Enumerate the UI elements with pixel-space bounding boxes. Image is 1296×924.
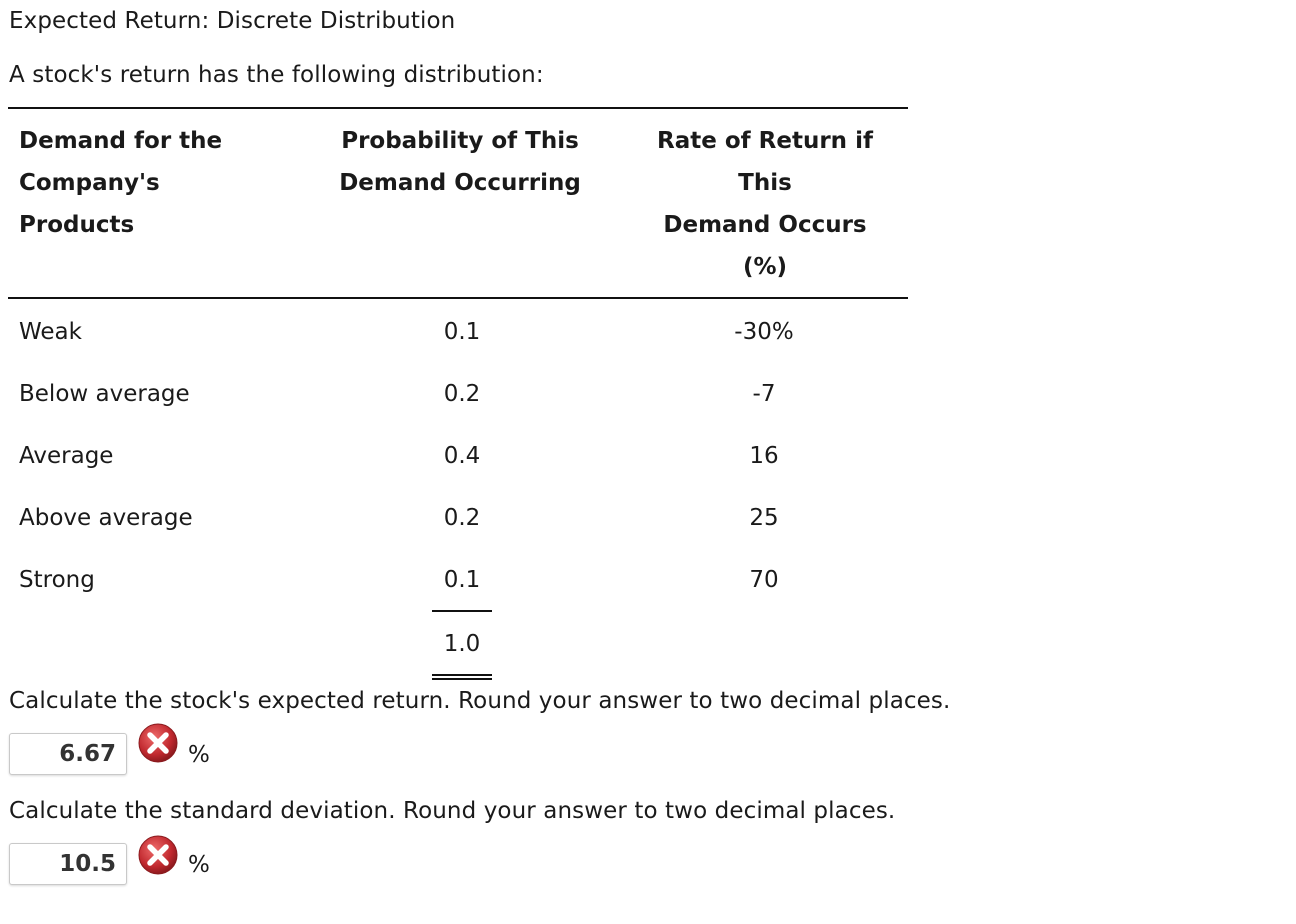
header-return-line: This (738, 170, 792, 196)
incorrect-icon (137, 834, 179, 876)
question-standard-deviation: Calculate the standard deviation. Round your answer to two decimal places. (9, 798, 896, 824)
row-probability: 0.2 (443, 381, 481, 407)
standard-deviation-input[interactable] (9, 843, 127, 885)
incorrect-icon (137, 722, 179, 764)
row-return: 16 (749, 443, 779, 469)
header-probability-line: Probability of This (341, 128, 579, 154)
header-probability-line: Demand Occurring (339, 170, 581, 196)
row-return: -30% (734, 319, 794, 345)
table-header-rule (8, 297, 908, 299)
probability-total: 1.0 (443, 631, 481, 657)
row-probability: 0.1 (443, 567, 481, 593)
table-top-rule (8, 107, 908, 109)
header-demand (19, 120, 222, 246)
row-demand: Strong (19, 567, 95, 593)
header-return-line: (%) (742, 254, 788, 280)
page-title: Expected Return: Discrete Distribution (9, 8, 456, 34)
header-demand-line: Demand for the (19, 128, 223, 154)
percent-unit: % (188, 742, 210, 768)
row-demand: Weak (19, 319, 82, 345)
row-demand: Below average (19, 381, 190, 407)
double-rule (432, 678, 492, 680)
intro-text: A stock's return has the following distribution: (9, 62, 544, 88)
header-return (615, 120, 915, 288)
row-demand: Average (19, 443, 114, 469)
question-expected-return: Calculate the stock's expected return. Round your answer to two decimal places. (9, 688, 951, 714)
row-demand: Above average (19, 505, 193, 531)
header-probability (310, 120, 610, 204)
header-return-line: Demand Occurs (663, 212, 867, 238)
row-probability: 0.2 (443, 505, 481, 531)
header-demand-line: Products (19, 212, 135, 238)
double-rule (432, 674, 492, 676)
percent-unit: % (188, 852, 210, 878)
header-return-line: Rate of Return if (657, 128, 873, 154)
row-return: 70 (749, 567, 779, 593)
sum-rule (432, 610, 492, 612)
row-probability: 0.4 (443, 443, 481, 469)
row-return: 25 (749, 505, 779, 531)
row-return: -7 (752, 381, 776, 407)
expected-return-input[interactable] (9, 733, 127, 775)
row-probability: 0.1 (443, 319, 481, 345)
header-demand-line: Company's (19, 170, 160, 196)
